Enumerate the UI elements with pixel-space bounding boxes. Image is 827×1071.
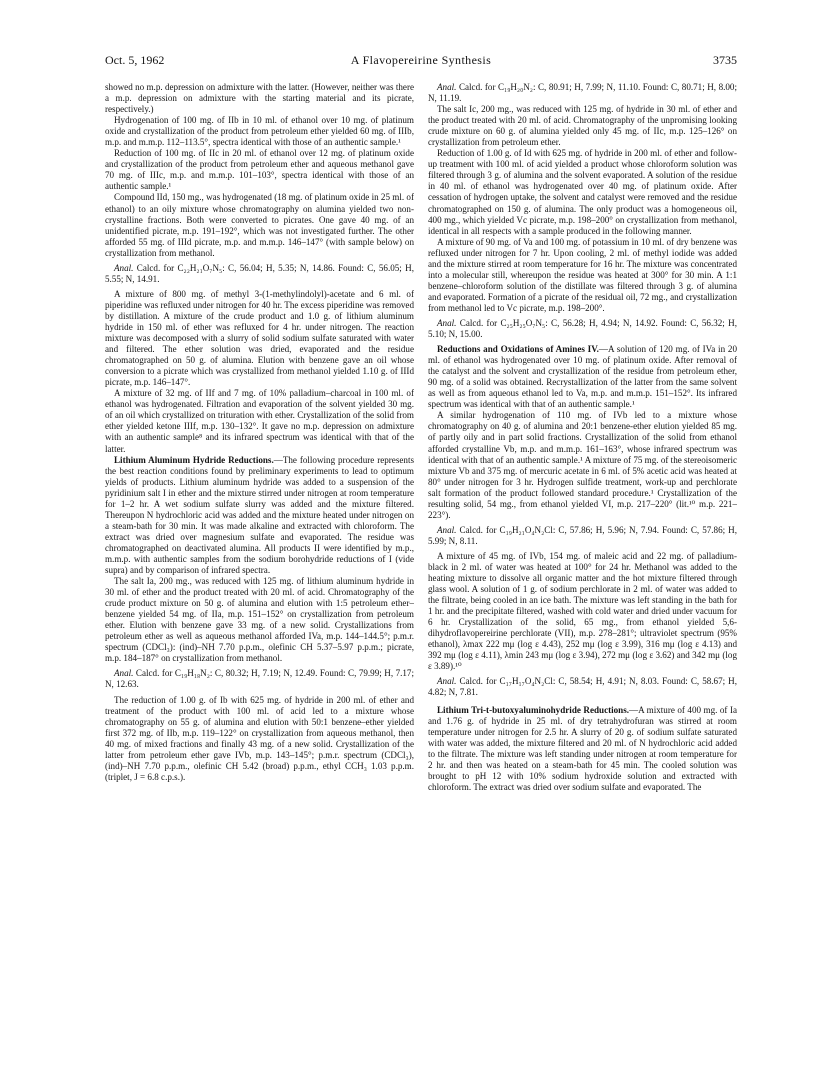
analysis-text: Calcd. for C₂₂H₂₁O₇N₅: C, 56.04; H, 5.35; N, 14.86. Found: C, 56.05; H, 5.55; N, 14.91. xyxy=(105,262,414,284)
analysis-text: Calcd. for C₁₉H₂₀N₂: C, 80.91; H, 7.99; N, 11.10. Found: C, 80.71; H, 8.00; N, 11.19. xyxy=(428,82,737,104)
paragraph: A mixture of 45 mg. of IVb, 154 mg. of maleic acid and 22 mg. of palladium-black in 2 ml. of water was heated at 100° for 24 hr. Methanol was added to the heating mixture to dissolve all organic matter and the hot mixture filtered through glass wool. A solution of 1 g. of sodium perchlorate in 2 ml. of water was added to the filtrate, being cooled in an ice bath. The mixture was left standing in the bath for 1 hr. and the precipitate filtered, washed with cold water and dried under vacuum for 6 hr. Crystallization of the solid, 65 mg., from ethanol yielded 5,6-dihydroflavopereirine perchlorate (VII), m.p. 278–281°; ultraviolet spectrum (95% ethanol), λmax 222 mμ (log ε 4.43), 252 mμ (log ε 3.99), 316 mμ (log ε 4.13) and 392 mμ (log ε 4.11), λmin 243 mμ (log ε 3.94), 272 mμ (log ε 3.62) and 342 mμ (log ε 3.89).¹⁰ xyxy=(428,550,737,672)
analysis-label: Anal. xyxy=(437,676,457,687)
header-title: A Flavopereirine Synthesis xyxy=(350,53,492,67)
section-paragraph xyxy=(428,705,737,793)
paragraph: Reduction of 1.00 g. of Id with 625 mg. of hydride in 200 ml. of ether and follow-up treatment with 100 ml. of acid yielded a product whose chloroform solution was filtered through 3 g. of alumina and the solvent evaporated. A solution of the residue in 40 ml. of ethanol was hydrogenated over 40 mg. of platinum oxide. After cessation of hydrogen uptake, the solvent and catalyst were removed and the residue chromatographed on 150 g. of alumina. The only product was a homogeneous oil, 400 mg., which yielded Vc picrate, m.p. 198–200° on crystallization from methanol, identical in all respects with a sample produced in the following manner. xyxy=(428,148,737,236)
section-paragraph xyxy=(105,455,414,577)
analysis-label: Anal. xyxy=(437,317,457,328)
section-text: —A mixture of 400 mg. of Ia and 1.76 g. of hydride in 25 ml. of dry tetrahydrofuran was stirred at room temperature under nitrogen for 2.5 hr. A slurry of 20 g. of sodium sulfate saturated with water was added, the mixture filtered and 20 ml. of N hydrochloric acid added to the filtrate. The mixture was left standing under nitrogen at room temperature for 2 hr. and then was heated on a steam-bath for 45 min. The cooled solution was brought to pH 12 with 10% sodium hydroxide solution and extracted with chloroform. The extract was dried over sodium sulfate and evaporated. The xyxy=(428,704,737,792)
paragraph: The reduction of 1.00 g. of Ib with 625 mg. of hydride in 200 ml. of ether and treatment of the product with 100 ml. of acid led to a mixture whose chromatography on 55 g. of alumina and elution with 50:1 benzene–ether yielded first 372 mg. of IIb, m.p. 119–122° on crystallization from aqueous methanol, then 40 mg. of mixed fractions and finally 43 mg. of a new solid. Crystallization of the latter from petroleum ether gave IVb, m.p. 143–145°; p.m.r. spectrum (CDCl₃), (ind)–NH 7.70 p.p.m., olefinic CH 5.42 (broad) p.p.m., ethyl CCH₃ 1.03 p.p.m. (triplet, J = 6.8 c.p.s.). xyxy=(105,694,414,782)
paragraph: A mixture of 90 mg. of Va and 100 mg. of potassium in 10 ml. of dry benzene was refluxed under nitrogen for 7 hr. Upon cooling, 2 ml. of methyl iodide was added and the mixture stirred at room temperature for 16 hr. The mixture was concentrated into a molecular still, whereupon the residue was heated at 300° for 30 min. A 1:1 benzene–chloroform solution of the distillate was filtered through 3 g. of alumina and evaporated. Formation of a picrate of the residual oil, 72 mg., and crystallization from methanol led to Vc picrate, m.p. 198–200°. xyxy=(428,236,737,313)
paragraph: A mixture of 800 mg. of methyl 3-(1-methylindolyl)-acetate and 6 ml. of piperidine was refluxed under nitrogen for 40 hr. The excess piperidine was removed by distillation. A mixture of the crude product and 1.0 g. of lithium aluminum hydride in 150 ml. of ether was refluxed for 4 hr. under nitrogen. The reaction mixture was decomposed with a slurry of solid sodium sulfate saturated with water and filtered. The ether solution was dried, evaporated and the residue chromatographed on 50 g. of alumina. Elution with benzene gave an oil whose conversion to a picrate which was crystallized from methanol yielded 1.10 g. of IIId picrate, m.p. 146–147°. xyxy=(105,288,414,388)
paragraph: showed no m.p. depression on admixture with the latter. (However, neither was there a m.p. depression on admixture with the starting material and its picrate, respectively.) xyxy=(105,82,414,115)
paragraph: Compound IId, 150 mg., was hydrogenated (18 mg. of platinum oxide in 25 ml. of ethanol) to an oily mixture whose chromatography on alumina yielded two non-crystalline fractions. Both were converted to picrates. One gave 40 mg. of an unidentified picrate, m.p. 191–192°, which was not investigated further. The other afforded 55 mg. of IIId picrate, m.p. and m.m.p. 146–147° (with sample below) on crystallization from methanol. xyxy=(105,192,414,258)
analysis-text: Calcd. for C₁₇H₁₇O₄N₂Cl: C, 58.54; H, 4.91; N, 8.03. Found: C, 58.67; H, 4.82; N, 7.81. xyxy=(428,676,737,698)
paragraph: A mixture of 32 mg. of IIf and 7 mg. of 10% palladium–charcoal in 100 ml. of ethanol was hydrogenated. Filtration and evaporation of the solvent yielded 30 mg. of an oil which crystallized on trituration with ether. Crystallization of the solid from ether yielded ketone IIIf, m.p. 130–132°. It gave no m.p. depression on admixture with an authentic sample⁸ and its infrared spectrum was identical with that of the latter. xyxy=(105,388,414,454)
paragraph: Reduction of 100 mg. of IIc in 20 ml. of ethanol over 12 mg. of platinum oxide and crystallization of the product from petroleum ether and aqueous methanol gave 70 mg. of IIIc, m.p. and m.m.p. 101–103°, spectra identical with those of an authentic sample.¹ xyxy=(105,148,414,192)
analysis-paragraph xyxy=(428,318,737,340)
paragraph: The salt Ia, 200 mg., was reduced with 125 mg. of lithium aluminum hydride in 30 ml. of ether and the product treated with 20 ml. of acid. Chromatography of the crude product mixture on 50 g. of alumina and elution with 1:5 petroleum ether–benzene yielded 54 mg. of IIa, m.p. 151–152° on crystallization from petroleum ether. Elution with benzene gave 33 mg. of a new solid. Crystallizations from petroleum ether as well as aqueous methanol afforded IVa, m.p. 144–144.5°; p.m.r. spectrum (CDCl₃): (ind)–NH 7.70 p.p.m., olefinic CH 5.37–5.97 p.p.m.; picrate, m.p. 184–187° on crystallization from methanol. xyxy=(105,576,414,664)
section-heading: Lithium Tri-t-butoxyaluminohydride Reductions. xyxy=(437,704,630,715)
analysis-text: Calcd. for C₂₅H₂₅O₇N₅: C, 56.28; H, 4.94; N, 14.92. Found: C, 56.32; H, 5.10; N, 15.00. xyxy=(428,317,737,340)
analysis-paragraph xyxy=(428,82,737,104)
analysis-label: Anal. xyxy=(437,524,457,535)
analysis-text: Calcd. for C₁₉H₁₈N₂: C, 80.32; H, 7.19; N, 12.49. Found: C, 79.99; H, 7.17; N, 12.63. xyxy=(105,668,414,690)
analysis-label: Anal. xyxy=(437,82,457,92)
paragraph: The salt Ic, 200 mg., was reduced with 125 mg. of hydride in 30 ml. of ether and the product treated with 20 ml. of acid. Chromatography of the unpromising looking crude mixture on 60 g. of alumina yielded only 45 mg. of IIc, m.p. 125–126° on crystallization from petroleum ether. xyxy=(428,104,737,148)
left-column xyxy=(105,82,414,1050)
paragraph: Hydrogenation of 100 mg. of IIb in 10 ml. of ethanol over 10 mg. of platinum oxide and crystallization of the product from petroleum ether yielded 60 mg. of IIIb, m.p. and m.m.p. 112–113.5°, spectra identical with those of an authentic sample.¹ xyxy=(105,115,414,148)
header-date: Oct. 5, 1962 xyxy=(105,53,165,67)
page-header xyxy=(105,52,737,68)
section-text: —The following procedure represents the best reaction conditions found by preliminary experiments to lead to optimum yields of products. Lithium aluminum hydride was added to a suspension of the pyridinium salt I in ether and the mixture stirred under nitrogen at room temperature for 1–2 hr. A wet sodium sulfate slurry was added and the mixture filtered. Thereupon N hydrochloric acid was added and the mixture heated under nitrogen on a steam-bath for 30 min. It was made alkaline and extracted with chloroform. The extract was dried over magnesium sulfate and evaporated. The residue was chromatographed on deactivated alumina. All products II were identified by m.p., m.m.p. with authentic samples from the sodium borohydride reductions of I (vide supra) and by comparison of infrared spectra. xyxy=(105,454,414,576)
analysis-paragraph xyxy=(105,668,414,690)
analysis-label: Anal. xyxy=(114,668,134,679)
paragraph: A similar hydrogenation of 110 mg. of IVb led to a mixture whose chromatography on 40 g. of alumina and 20:1 benzene-ether elution yielded 85 mg. of partly oily and in part solid fractions. Crystallization of the solid from ethanol afforded crystalline Vb, m.p. and m.m.p. 161–163°, whose infrared spectrum was identical with that of an authentic sample.¹ A mixture of 75 mg. of the stereoisomeric mixture Vb and 375 mg. of mercuric acetate in 6 ml. of 5% acetic acid was heated at 80° under nitrogen for 3 hr. Hydrogen sulfide treatment, work-up and perchlorate salt formation of the product followed standard procedure.¹ Crystallization of the resulting solid, 54 mg., from ethanol yielded VI, m.p. 217–220° (lit.¹⁰ m.p. 221–223°). xyxy=(428,410,737,520)
analysis-label: Anal. xyxy=(114,262,134,273)
section-heading: Lithium Aluminum Hydride Reductions. xyxy=(114,454,274,465)
right-column xyxy=(428,82,737,1050)
analysis-paragraph xyxy=(105,263,414,285)
analysis-paragraph xyxy=(428,676,737,698)
section-heading: Reductions and Oxidations of Amines IV. xyxy=(437,344,599,355)
analysis-paragraph xyxy=(428,525,737,547)
analysis-text: Calcd. for C₁₉H₂₁O₄N₂Cl: C, 57.86; H, 5.96; N, 7.94. Found: C, 57.86; H, 5.99; N, 8.11. xyxy=(428,524,737,546)
header-page-number: 3735 xyxy=(713,53,737,67)
section-text: —A solution of 120 mg. of IVa in 20 ml. of ethanol was hydrogenated over 10 mg. of platinum oxide. After removal of the catalyst and the solvent and crystallization of the residue from petroleum ether, 90 mg. of a solid was obtained. Recrystallization of the latter from the same solvent as well as from aqueous ethanol led to Va, m.p. and m.m.p. 151–152°. Its infrared spectrum was identical with that of an authentic sample.¹ xyxy=(428,344,737,410)
section-paragraph xyxy=(428,344,737,410)
